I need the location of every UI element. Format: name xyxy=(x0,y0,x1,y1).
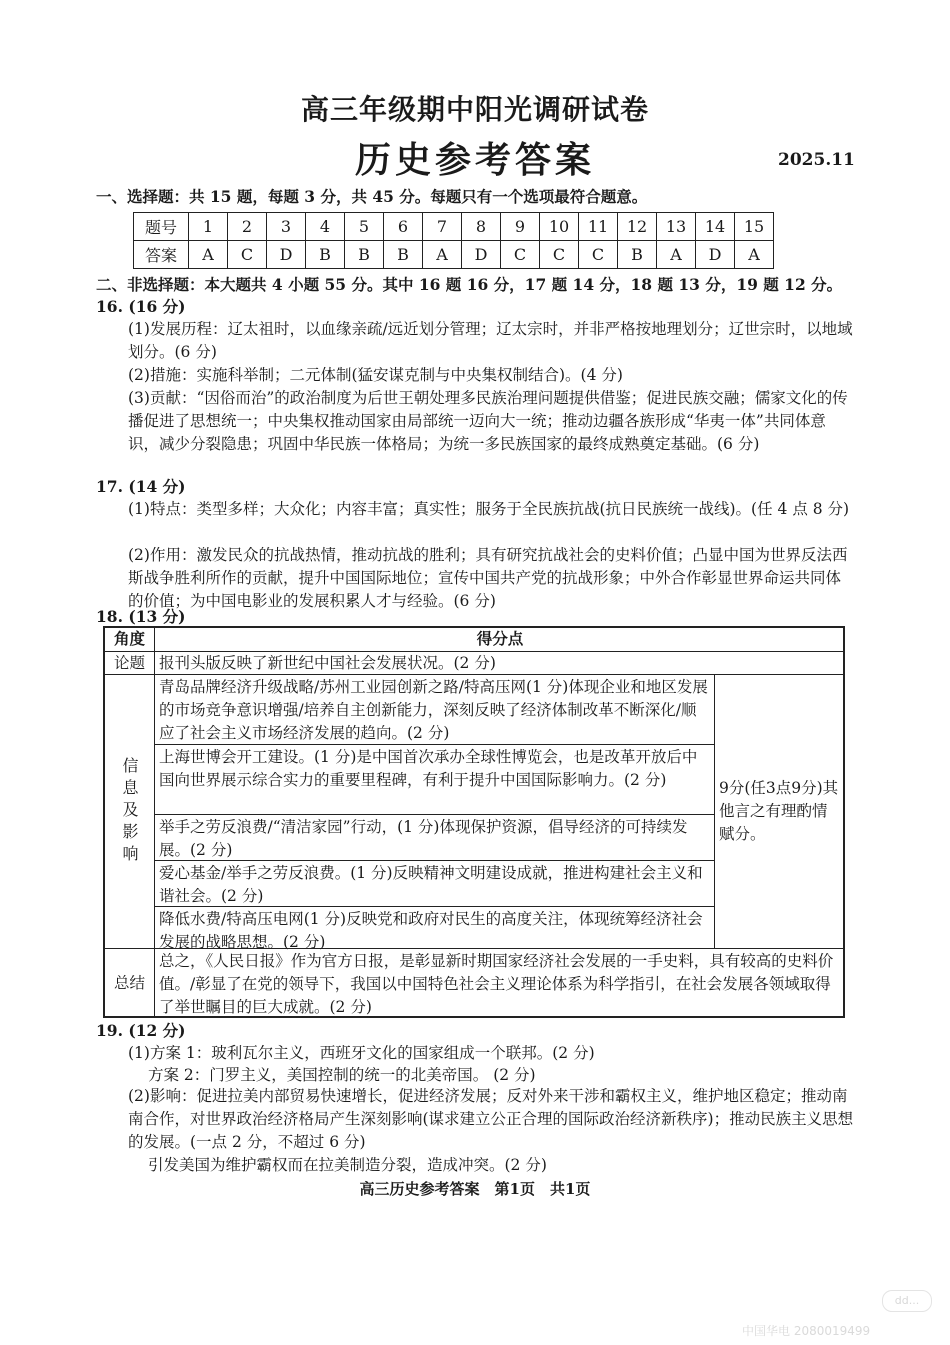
row-label: 答案 xyxy=(134,241,189,269)
summary-text: 总之，《人民日报》作为官方日报，是彰显新时期国家经济社会发展的一手史料，具有较高的史料价值。/彰显了在党的领导下，我国以中国特色社会主义理论体系为科学指引，在社会发展各领域取得了举世瞩目的巨大成就。(2 分) xyxy=(159,952,834,1016)
section2-heading: 二、非选择题：本大题共 4 小题 55 分。其中 16 题 16 分，17 题 14 分，18 题 13 分，19 题 12 分。 xyxy=(96,275,843,294)
answer-cell: A xyxy=(735,241,774,269)
question-number: 3 xyxy=(267,213,306,241)
q19-part2: (2)影响：促进拉美内部贸易快速增长，促进经济发展；反对外来干涉和霸权主义，维护地区稳定；推动南南合作，对世界政治经济格局产生深刻影响(谋求建立公正合理的国际政治经济新秩序)；推动民族主义思想的发展。(一点 2 分，不超过 6 分) xyxy=(128,1087,854,1151)
answer-cell: A xyxy=(189,241,228,269)
q18-heading: 18. (13 分) xyxy=(96,607,186,626)
question-number: 6 xyxy=(384,213,423,241)
question-number: 4 xyxy=(306,213,345,241)
answer-cell: B xyxy=(384,241,423,269)
row-label: 题号 xyxy=(134,213,189,241)
answer-cell: A xyxy=(423,241,462,269)
page-footer: 高三历史参考答案 第1页 共1页 xyxy=(359,1180,591,1198)
answer-cell: C xyxy=(501,241,540,269)
table-header-angle: 角度 xyxy=(105,628,155,652)
section1-heading: 一、选择题：共 15 题，每题 3 分，共 45 分。每题只有一个选项最符合题意。 xyxy=(96,187,648,206)
q19-plan1: (1)方案 1：玻利瓦尔主义，西班牙文化的国家组成一个联邦。(2 分) xyxy=(128,1044,595,1062)
answer-cell: B xyxy=(345,241,384,269)
watermark-badge: dd... xyxy=(882,1290,932,1312)
answer-cell: A xyxy=(657,241,696,269)
question-number: 1 xyxy=(189,213,228,241)
question-number: 5 xyxy=(345,213,384,241)
answer-cell: C xyxy=(228,241,267,269)
q17-part2: (2)作用：激发民众的抗战热情，推动抗战的胜利；具有研究抗战社会的史料价值；凸显中国为世界反法西斯战争胜利所作的贡献，提升中国国际地位；宣传中国共产党的抗战形象；中外合作彰显世界命运共同体的价值；为中国电影业的发展积累人才与经验。(6 分) xyxy=(128,546,848,610)
question-number: 12 xyxy=(618,213,657,241)
q16-part3: (3)贡献：“因俗而治”的政治制度为后世王朝处理多民族治理问题提供借鉴；促进民族交融；儒家文化的传播促进了思想统一；中央集权推动国家由局部统一迈向大一统；推动边疆各族形成“华夷一体”共同体意识，减少分裂隐患；巩固中华民族一体格局；为统一多民族国家的最终成熟奠定基础。(6 分) xyxy=(128,389,848,453)
answer-cell: B xyxy=(306,241,345,269)
q17-part1: (1)特点：类型多样；大众化；内容丰富；真实性；服务于全民族抗战(抗日民族统一战线)。(任 4 点 8 分) xyxy=(128,500,850,518)
question-number: 11 xyxy=(579,213,618,241)
q19-heading: 19. (12 分) xyxy=(96,1021,186,1040)
info-row: 爱心基金/举手之劳反浪费。(1 分)反映精神文明建设成就，推进构建社会主义和谐社会。(2 分) xyxy=(155,861,715,907)
multiple-choice-answer-table xyxy=(133,212,774,269)
exam-title: 高三年级期中阳光调研试卷 xyxy=(300,93,649,126)
thesis-label: 论题 xyxy=(105,652,155,675)
summary-label: 总结 xyxy=(113,974,145,992)
answer-cell: B xyxy=(618,241,657,269)
q19-plan2: 方案 2：门罗主义，美国控制的统一的北美帝国。 (2 分) xyxy=(148,1066,536,1084)
question-number: 2 xyxy=(228,213,267,241)
info-label-cell xyxy=(105,675,155,949)
q19-part3: 引发美国为维护霸权而在拉美制造分裂，造成冲突。(2 分) xyxy=(148,1156,547,1174)
answer-cell: C xyxy=(579,241,618,269)
info-label: 信息及影响 xyxy=(120,756,139,867)
q16-part2: (2)措施：实施科举制；二元体制(猛安谋克制与中央集权制结合)。(4 分) xyxy=(128,366,623,384)
question-number: 14 xyxy=(696,213,735,241)
question-number: 15 xyxy=(735,213,774,241)
question-number: 9 xyxy=(501,213,540,241)
q17-heading: 17. (14 分) xyxy=(96,477,186,496)
score-note: 9分(任3点9分)其他言之有理酌情赋分。 xyxy=(719,779,839,843)
answer-key-title: 历史参考答案 xyxy=(354,139,595,181)
answer-cell: D xyxy=(267,241,306,269)
question-number: 7 xyxy=(423,213,462,241)
q16-part1: (1)发展历程：辽太祖时，以血缘亲疏/远近划分管理；辽太宗时，并非严格按地理划分；辽世宗时，以地域划分。(6 分) xyxy=(128,320,853,361)
info-row: 降低水费/特高压电网(1 分)反映党和政府对民生的高度关注，体现统筹经济社会发展的战略思想。(2 分) xyxy=(155,907,715,949)
q16-heading: 16. (16 分) xyxy=(96,297,186,316)
info-row: 上海世博会开工建设。(1 分)是中国首次承办全球性博览会，也是改革开放后中国向世界展示综合实力的重要里程碑，有利于提升中国国际影响力。(2 分) xyxy=(155,745,715,815)
exam-date: 2025.11 xyxy=(778,150,855,170)
score-note-cell xyxy=(715,675,845,949)
watermark-caption: 中国华电 2080019499 xyxy=(742,1324,871,1338)
answer-cell: D xyxy=(696,241,735,269)
summary-label-cell xyxy=(105,949,155,1018)
question-number: 13 xyxy=(657,213,696,241)
answer-cell: C xyxy=(540,241,579,269)
table-header-points: 得分点 xyxy=(155,628,845,652)
q18-scoring-table xyxy=(103,626,845,1018)
question-number-row xyxy=(134,213,774,241)
question-number: 10 xyxy=(540,213,579,241)
answer-row xyxy=(134,241,774,269)
info-row: 青岛品牌经济升级战略/苏州工业园创新之路/特高压网(1 分)体现企业和地区发展的市场竞争意识增强/培养自主创新能力，深刻反映了经济体制改革不断深化/顺应了社会主义市场经济发展的趋向。(2 分) xyxy=(155,675,715,745)
thesis-text: 报刊头版反映了新世纪中国社会发展状况。(2 分) xyxy=(155,652,845,675)
question-number: 8 xyxy=(462,213,501,241)
info-row: 举手之劳反浪费/“清洁家园”行动，(1 分)体现保护资源，倡导经济的可持续发展。(2 分) xyxy=(155,815,715,861)
answer-cell: D xyxy=(462,241,501,269)
